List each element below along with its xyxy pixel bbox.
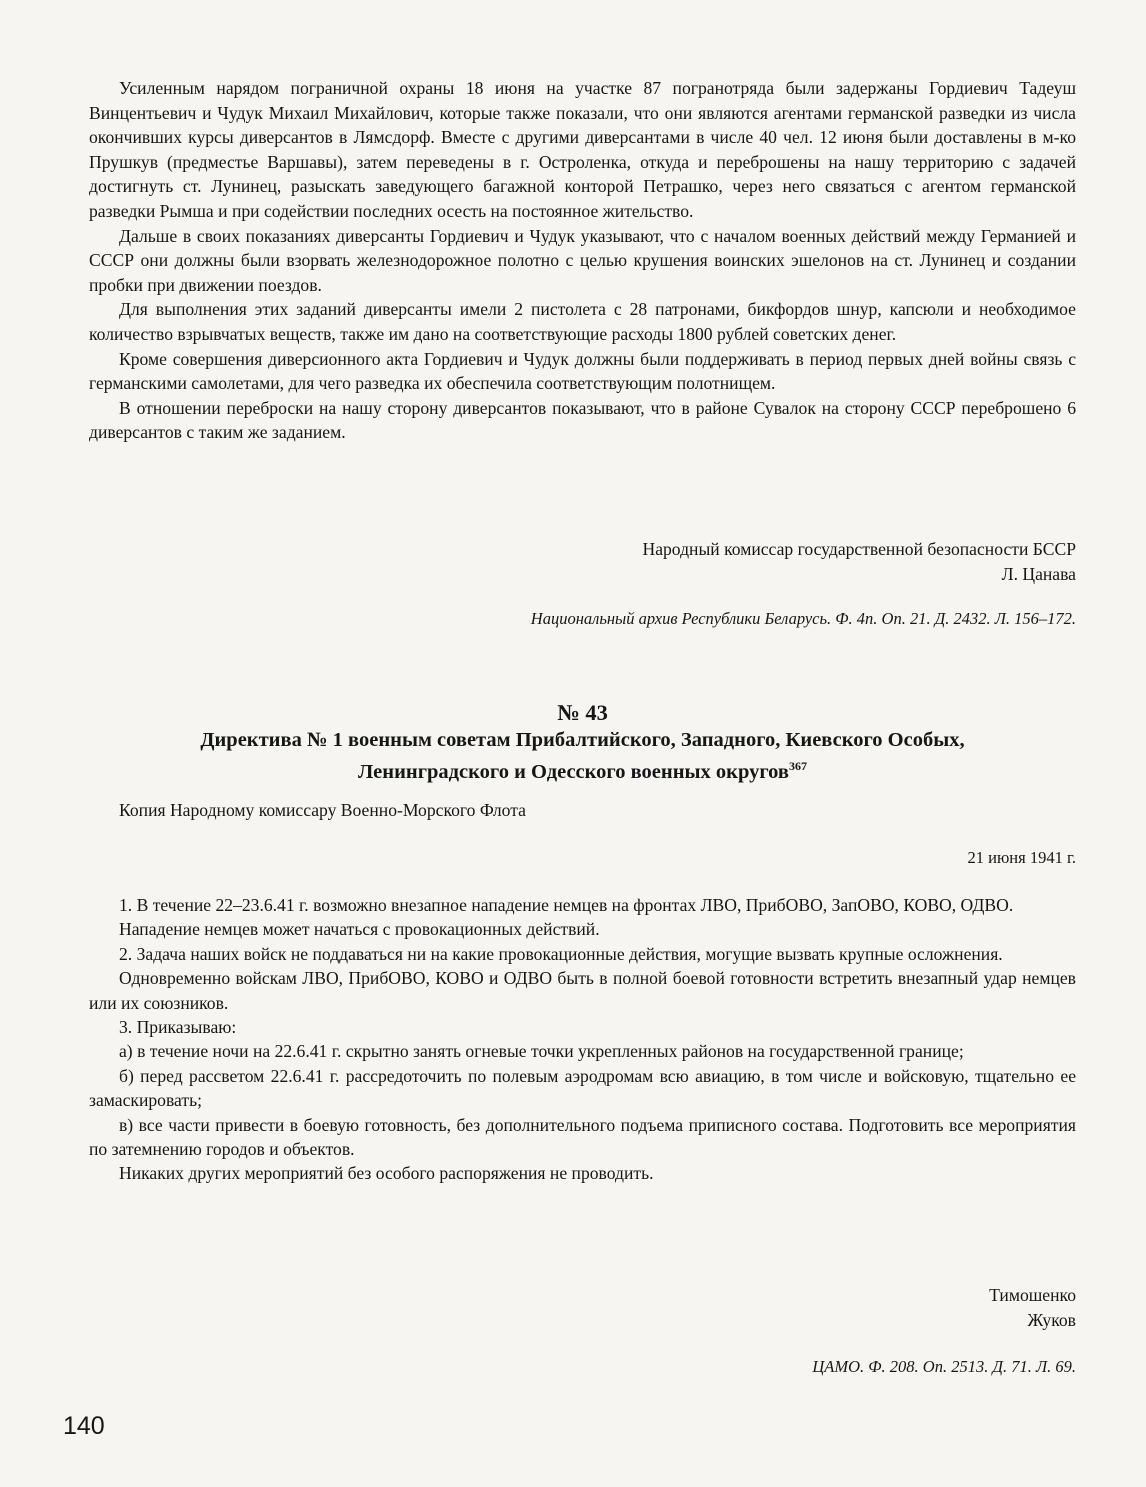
footnote-ref: 367 [788,759,807,773]
archive-source: ЦАМО. Ф. 208. Оп. 2513. Д. 71. Л. 69. [812,1357,1076,1376]
paragraph: Одновременно войскам ЛВО, ПрибОВО, КОВО и ОДВО быть в полной боевой готовности встретить внезапный удар немцев или их союзников. [89,968,1076,1013]
title-line: Директива № 1 военным советам Прибалтийского, Западного, Киевского Особых, [200,729,965,751]
paragraph: а) в течение ночи на 22.6.41 г. скрытно занять огневые точки укрепленных районов на государственной границе; [119,1041,964,1062]
paragraph: Дальше в своих показаниях диверсанты Гордиевич и Чудук указывают, что с началом военных действий между Германией и СССР они должны были взорвать железнодорожное полотно с целью крушения воинских эшелонов на ст. Лунинец и создании пробки при движении поездов. [89,225,1076,295]
paragraph: Усиленным нарядом пограничной охраны 18 июня на участке 87 погранотряда были задержаны Гордиевич Тадеуш Винцентьевич и Чудук Михаил Михайлович, которые также показали, что они являются агентами германской разведки из числа окончивших курсы диверсантов в Лямсдорф. Вместе с другими диверсантами в числе 40 чел. 12 июня были доставлены в м-ко Прушкув (предместье Варшавы), затем переведены в г. Остроленка, откуда и переброшены на нашу территорию с задачей достигнуть ст. Лунинец, разыскать заведующего багажной конторой Петрашко, через него связаться с агентом германской разведки Рымша и при содействии последних осесть на постоянное жительство. [89,78,1076,221]
signature-timoshenko: Тимошенко [989,1285,1076,1305]
document-title [89,727,1076,785]
paragraph: 1. В течение 22–23.6.41 г. возможно внезапное нападение немцев на фронтах ЛВО, ПрибОВО, ЗапОВО, КОВО, ОДВО. [119,895,1014,915]
paragraph: В отношении переброски на нашу сторону диверсантов показывают, что в районе Сувалок на сторону СССР переброшено 6 диверсантов с таким же заданием. [89,397,1076,443]
page-number: 140 [63,1412,105,1440]
archive-source: Национальный архив Республики Беларусь. Ф. 4п. Оп. 21. Д. 2432. Л. 156–172. [530,609,1076,628]
signature-position: Народный комиссар государственной безопасности БССР [642,539,1076,559]
paragraph: Нападение немцев может начаться с провокационных действий. [119,919,600,940]
document-number: № 43 [557,700,608,725]
paragraph: 2. Задача наших войск не поддаваться ни на какие провокационные действия, могущие вызвать крупные осложнения. [119,943,1003,964]
title-line [89,753,1076,785]
paragraph: 3. Приказываю: [119,1017,237,1038]
title-text: Ленинградского и Одесского военных округов [358,760,789,783]
paragraph: Кроме совершения диверсионного акта Гордиевич и Чудук должны были поддерживать в период первых дней войны связь с германскими самолетами, для чего разведка их обеспечила соответствующим полотнищем. [89,348,1076,394]
paragraph: б) перед рассветом 22.6.41 г. рассредоточить по полевым аэродромам всю авиацию, в том числе и войсковую, тщательно ее замаскировать; [89,1065,1076,1111]
paragraph: в) все части привести в боевую готовность, без дополнительного подъема приписного состава. Подготовить все мероприятия по затемнению городов и объектов. [89,1114,1076,1160]
document-date: 21 июня 1941 г. [967,848,1076,867]
paragraph: Для выполнения этих заданий диверсанты имели 2 пистолета с 28 патронами, бикфордов шнур, капсюли и необходимое количество взрывчатых веществ, также им дано на соответствующие расходы 1800 рублей советских денег. [89,299,1076,344]
signature-name: Л. Цанава [1001,564,1076,584]
copy-recipient: Копия Народному комиссару Военно-Морского Флота [119,800,526,820]
directive-text [89,893,1076,1186]
intro-text [89,76,1076,445]
paragraph: Никаких других мероприятий без особого распоряжения не проводить. [119,1163,654,1184]
signature-zhukov: Жуков [1027,1310,1076,1330]
